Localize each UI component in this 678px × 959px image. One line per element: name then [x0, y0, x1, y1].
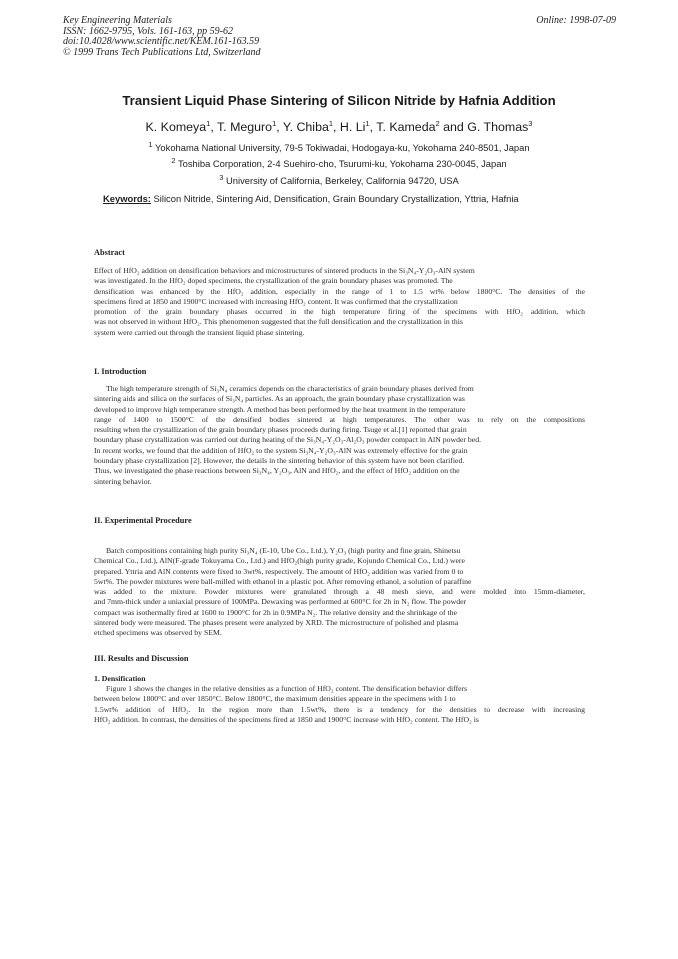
experimental-heading: II. Experimental Procedure: [94, 516, 192, 525]
text-line: sintered body were measured. The phases present were analyzed by XRD. The microstructure of polished and plasma: [94, 618, 459, 628]
text-line: densification was enhanced by the HfO₂ addition, especially in the range of 1 to 1.5 wt% below 1800°C. The densities of the: [94, 286, 585, 296]
keywords-text: Silicon Nitride, Sintering Aid, Densification, Grain Boundary Crystallization, Yttria, Hafnia: [153, 193, 519, 204]
author-name: T. Kameda: [376, 120, 436, 135]
introduction-heading: I. Introduction: [94, 367, 147, 376]
online-date: Online: 1998-07-09: [536, 15, 616, 26]
results-body: [94, 684, 585, 725]
keywords: [103, 193, 573, 205]
text-line: was added to the mixture. Powder mixtures were granulated through a 48 mesh sieve, and were molded into 15mm-diameter,: [94, 587, 585, 597]
text-line: was investigated. In the HfO₂ doped specimens, the crystallization of the grain boundary phases was promoted. The: [94, 276, 453, 286]
text-line: HfO₂ addition. In contrast, the densities of the specimens fired at 1850 and 1900°C increase with HfO₂ content. The HfO₂ is: [94, 714, 479, 724]
text-line: range of 1400 to 1500°C of the densified bodies sintered at high temperatures. The other was to rely on the compositions: [94, 414, 585, 424]
text-line: Figure 1 shows the changes in the relative densities as a function of HfO₂ content. The densification behavior differs: [106, 684, 468, 693]
experimental-body: [94, 546, 585, 639]
text-line: sintering behavior.: [94, 476, 152, 486]
issn-line: ISSN: 1662-9795, Vols. 161-163, pp 59-62: [63, 25, 233, 37]
author-name: H. Li: [339, 120, 366, 135]
affiliation-3: $^3$ University of California, Berkeley, California 94720, USA: [219, 173, 459, 187]
journal-header: [63, 16, 261, 58]
journal-name: Key Engineering Materials: [63, 15, 172, 26]
abstract-body: [94, 266, 585, 338]
text-line: 5wt%. The powder mixtures were ball-milled with ethanol in a plastic pot. After removing ethanol, a solution of paraffine: [94, 576, 472, 586]
text-line: etched specimens was observed by SEM.: [94, 628, 222, 638]
abstract-heading: Abstract: [94, 248, 125, 257]
author-affiliation-mark: 1: [206, 119, 211, 128]
keywords-label: Keywords:: [103, 193, 151, 204]
author-affiliation-mark: 1: [328, 119, 334, 128]
text-line: between below 1800°C and over 1850°C. Below 1800°C, the maximum densities appeare in the specimens with 1 to: [94, 694, 456, 704]
text-line: prepared. Yttria and AlN contents were fixed to 3wt%, respectively. The amount of HfO₂ addition was varied from 0 to: [94, 566, 464, 576]
author-separator: ,: [369, 120, 377, 135]
affiliation-2: $^2$ Toshiba Corporation, 2-4 Suehiro-cho, Tsurumi-ku, Yokohama 230-0045, Japan: [171, 156, 507, 170]
text-line: In recent works, we found that the addition of HfO₂ to the system Si₃N₄-Y₂O₃-AlN was extremely effective for the grain: [94, 445, 468, 455]
introduction-body: [94, 384, 585, 487]
text-line: boundary phase crystallization was carried out during heating of the Si₃N₄-Y₂O₃-Al₂O₃ powder compact in AlN powder bed.: [94, 435, 482, 445]
copyright-line: © 1999 Trans Tech Publications Ltd, Switzerland: [63, 46, 261, 58]
author-affiliation-mark: 2: [435, 119, 440, 128]
author-name: G. Thomas: [467, 120, 529, 135]
author-affiliation-mark: 1: [272, 119, 277, 128]
author-separator: ,: [333, 120, 340, 135]
densification-subheading: 1. Densification: [94, 674, 146, 683]
text-line: compact was isothermally fired at 1600 to 1900°C for 2h in 0.9MPa N₂. The relative density and the shrinkage of the: [94, 607, 457, 617]
author-name: T. Meguro: [216, 120, 273, 135]
text-line: sintering aids and silica on the surfaces of Si₃N₄ particles. As an approach, the grain boundary phase crystallization was: [94, 394, 465, 404]
author-name: Y. Chiba: [282, 120, 329, 135]
text-line: Chemical Co., Ltd.), AlN(F-grade Tokuyama Co., Ltd.) and HfO₂(high purity grade, Kojundo Chemical Co., Ltd.) were: [94, 556, 465, 566]
author-name: K. Komeya: [145, 120, 207, 135]
text-line: resulting when the crystallization of the grain boundary phases proceeds during firing. Tsuge et al.[1] reported that grain: [94, 425, 467, 435]
text-line: was not observed in without HfO₂. This phenomenon suggested that the full densification and the crystallization in this: [94, 317, 463, 327]
affiliation-1: $^1$ Yokohama National University, 79-5 Tokiwadai, Hodogaya-ku, Yokohama 240-8501, Japan: [148, 140, 530, 154]
author-affiliation-mark: 3: [528, 119, 533, 128]
paper-title: Transient Liquid Phase Sintering of Silicon Nitride by Hafnia Addition: [122, 93, 556, 108]
author-separator: ,: [276, 120, 283, 135]
text-line: boundary phase crystallization [2]. However, the details in the sintering behavior of this system have not been clarified.: [94, 456, 465, 466]
doi-line[interactable]: doi:10.4028/www.scientific.net/KEM.161-163.59: [63, 36, 260, 47]
text-line: developed to improve high temperature strength. A method has been performed by the heat treatment in the temperature: [94, 404, 466, 414]
text-line: system were carried out through the transient liquid phase sintering.: [94, 327, 305, 337]
text-line: Batch compositions containing high purity Si₃N₄ (E-10, Ube Co., Ltd.), Y₂O₃ (high purity and fine grain, Shinetsu: [106, 546, 461, 555]
text-line: promotion of the grain boundary phases occurred in the high temperature firing of the specimens with HfO₂ addition, which: [94, 307, 585, 317]
author-list: [0, 119, 678, 134]
text-line: Thus, we investigated the phase reactions between Si₃N₄, Y₂O₃, AlN and HfO₂, and the effect of HfO₂ addition on the: [94, 466, 460, 476]
text-line: and 7mm-thick under a uniaxial pressure of 100MPa. Dewaxing was performed at 600°C for 2h in N₂ flow. The powder: [94, 597, 467, 607]
text-line: 1.5wt% addition of HfO₂. In the region more than 1.5wt%, there is a tendency for the densities to decrease with increasing: [94, 704, 585, 714]
author-affiliation-mark: 1: [365, 119, 370, 128]
author-separator: ,: [210, 120, 217, 135]
text-line: specimens fired at 1850 and 1900°C increased with increasing HfO₂ content. It was confirmed that the crystallization: [94, 296, 458, 306]
results-heading: III. Results and Discussion: [94, 654, 189, 663]
text-line: The high temperature strength of Si₃N₄ ceramics depends on the characteristics of grain boundary phases derived from: [106, 384, 474, 393]
author-separator: and: [439, 120, 468, 135]
text-line: Effect of HfO₂ addition on densification behaviors and microstructures of sintered products in the Si₃N₄-Y₂O₃-AlN system: [94, 266, 475, 275]
